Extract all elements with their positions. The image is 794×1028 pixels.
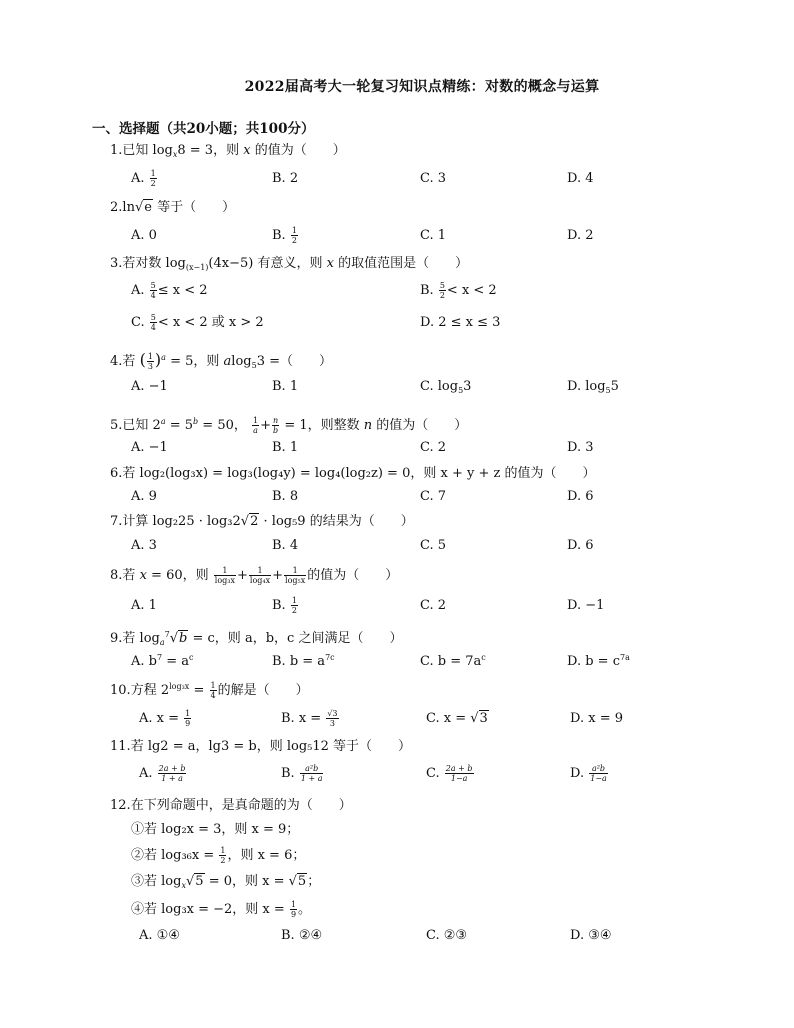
section-heading: 一、选择题（共20小题；共100分）	[92, 121, 315, 137]
q8-option-d[interactable]: D. −1	[567, 598, 605, 613]
q8-option-c[interactable]: C. 2	[420, 598, 447, 613]
q7-option-b[interactable]: B. 4	[272, 538, 299, 553]
q9-option-c[interactable]: C. $b = 7a^c$	[420, 653, 486, 669]
q5-option-a[interactable]: A. −1	[131, 440, 168, 455]
q10-option-b[interactable]: B. x = $\frac{√3}{3}$	[281, 709, 338, 728]
q9-option-d[interactable]: D. $b = c^{7a}$	[567, 653, 630, 669]
q12-option-c[interactable]: C. ②③	[426, 928, 468, 943]
q11-option-d[interactable]: D. $\frac{\text{a²b}}{1-a}$	[570, 764, 607, 783]
question-1: 1.已知 $\log_x8 = 3$，则 x 的值为（ ）	[110, 143, 346, 159]
question-5: 5.已知 $2^a = 5^b = 50$， $\frac{1}{a}$ + $\frac{n}{b}$ = 1，则整数 n 的值为（ ）	[110, 416, 468, 435]
q11-option-b[interactable]: B. $\frac{\text{a²b}}{1 + a}$	[281, 764, 323, 783]
q3-option-b[interactable]: B. $\frac{5}{2}$ < x < 2	[420, 281, 497, 300]
question-9: 9.若 $\log_a^7√b = c$，则 a，b，c 之间满足（ ）	[110, 630, 403, 647]
q8-option-a[interactable]: A. 1	[131, 598, 157, 613]
q11-option-a[interactable]: A. $\frac{2a + b}{1 + a}$	[139, 764, 186, 783]
q10-option-d[interactable]: D. x = 9	[570, 711, 623, 726]
question-2: 2.ln√e 等于（ ）	[110, 200, 236, 215]
q2-option-c[interactable]: C. 1	[420, 228, 447, 243]
q8-option-b[interactable]: B. $\frac{1}{2}$	[272, 596, 297, 615]
q12-statement-1: ①若 log₂x = 3，则 x = 9；	[131, 822, 300, 837]
question-7: 7.计算 log₂25 · log₃2√2 · log₅9 的结果为（ ）	[110, 514, 414, 529]
question-11: 11.若 lg2 = a，lg3 = b，则 log₅12 等于（ ）	[110, 739, 412, 754]
q12-statement-3: ③若 $\log_x√5 = 0$，则 x = √5；	[131, 874, 321, 890]
question-4: 4.若 ( $\frac{1}{3}$ )$^a$ = 5，则 alog$_5$3 =（ ）	[110, 350, 332, 371]
question-8: 8.若 x = 60，则 $\frac{1}{\text{log₃x}}$ + $\frac{1}{\text{log₄x}}$ + $\frac{1}{\text{log₅x}}$ 的值为（ ）	[110, 566, 399, 585]
q5-option-d[interactable]: D. 3	[567, 440, 594, 455]
q4-option-c[interactable]: C. $\log_53$	[420, 379, 472, 395]
q5-option-c[interactable]: C. 2	[420, 440, 447, 455]
q10-option-c[interactable]: C. x = √3	[426, 711, 488, 726]
q2-option-b[interactable]: B. $\frac{1}{2}$	[272, 226, 297, 245]
q2-option-a[interactable]: A. 0	[131, 228, 157, 243]
q5-option-b[interactable]: B. 1	[272, 440, 299, 455]
q9-option-a[interactable]: A. $b^7 = a^c$	[131, 653, 194, 669]
page-title: 2022届高考大一轮复习知识点精练：对数的概念与运算	[244, 79, 600, 95]
q9-option-b[interactable]: B. $b = a^{7c}$	[272, 653, 335, 669]
q1-option-c[interactable]: C. 3	[420, 171, 447, 186]
q4-option-b[interactable]: B. 1	[272, 379, 299, 394]
q3-option-d[interactable]: D. 2 ≤ x ≤ 3	[420, 315, 501, 330]
q2-option-d[interactable]: D. 2	[567, 228, 594, 243]
q12-option-b[interactable]: B. ②④	[281, 928, 323, 943]
question-3: 3.若对数 $\log_{(x-1)}(4x-5)$ 有意义，则 x 的取值范围是（ ）	[110, 256, 469, 272]
q6-option-c[interactable]: C. 7	[420, 489, 447, 504]
q10-option-a[interactable]: A. x = $\frac{1}{9}$	[139, 709, 191, 728]
q1-option-a[interactable]: A. $\frac{1}{2}$	[131, 169, 156, 188]
question-10: 10.方程 $2^{log_3x}$ = $\frac{1}{4}$ 的解是（ ）	[110, 681, 309, 700]
q6-option-a[interactable]: A. 9	[131, 489, 157, 504]
q1-option-d[interactable]: D. 4	[567, 171, 594, 186]
q11-option-c[interactable]: C. $\frac{2a + b}{1-a}$	[426, 764, 473, 783]
q7-option-a[interactable]: A. 3	[131, 538, 157, 553]
q3-option-c[interactable]: C. $\frac{5}{4}$ < x < 2 或 x > 2	[131, 313, 264, 332]
q1-option-b[interactable]: B. 2	[272, 171, 299, 186]
q12-option-a[interactable]: A. ①④	[139, 928, 180, 943]
q7-option-d[interactable]: D. 6	[567, 538, 594, 553]
q3-option-a[interactable]: A. $\frac{5}{4}$ ≤ x < 2	[131, 281, 208, 300]
q6-option-b[interactable]: B. 8	[272, 489, 299, 504]
q4-option-a[interactable]: A. −1	[131, 379, 168, 394]
q12-option-d[interactable]: D. ③④	[570, 928, 612, 943]
question-12: 12.在下列命题中，是真命题的为（ ）	[110, 798, 352, 813]
q12-statement-4: ④若 log₃x = −2，则 x = $\frac{1}{9}$ 。	[131, 900, 312, 919]
question-6: 6.若 log₂(log₃x) = log₃(log₄y) = log₄(log₂z) = 0，则 x + y + z 的值为（ ）	[110, 466, 596, 481]
q6-option-d[interactable]: D. 6	[567, 489, 594, 504]
q12-statement-2: ②若 log₃₆x = $\frac{1}{2}$ ，则 x = 6；	[131, 846, 306, 865]
q7-option-c[interactable]: C. 5	[420, 538, 447, 553]
q4-option-d[interactable]: D. $\log_55$	[567, 379, 619, 395]
